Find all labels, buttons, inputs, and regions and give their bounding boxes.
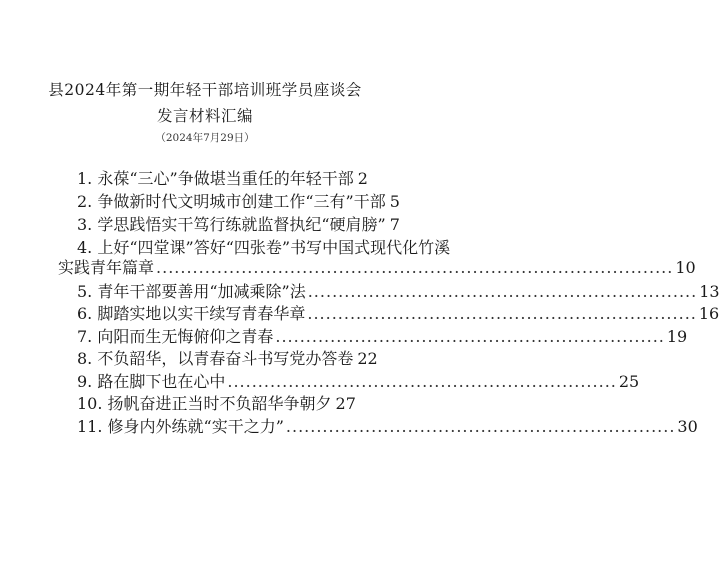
toc-entry[interactable]: [77, 189, 400, 212]
toc-entry-title: 1. 永葆“三心”争做堪当重任的年轻干部: [77, 169, 354, 188]
toc-page-number: 13: [699, 282, 720, 301]
toc-entry[interactable]: [77, 391, 356, 414]
toc-entry-title: 3. 学思践悟实干笃行练就监督执纪“硬肩膀”: [77, 215, 386, 234]
toc-entry[interactable]: [77, 324, 688, 347]
toc-entry-title: 8. 不负韶华，以青春奋斗书写党办答卷: [77, 349, 354, 368]
document-title-line-1: 县2024年第一期年轻干部培训班学员座谈会: [48, 81, 362, 99]
toc-entry[interactable]: [77, 414, 698, 437]
toc-page-number: 10: [675, 258, 696, 277]
document-date: （2024年7月29日）: [155, 132, 255, 144]
toc-page-number: 22: [357, 349, 378, 368]
toc-entry-title: 11. 修身内外练就“实干之力”: [77, 417, 284, 436]
toc-page-number: 16: [698, 304, 720, 323]
toc-entry[interactable]: [77, 212, 400, 235]
toc-entry[interactable]: [77, 301, 720, 324]
toc-entry[interactable]: [77, 166, 368, 189]
toc-leader-dots: ................................................................: [285, 417, 676, 436]
toc-entry-title: 5. 青年干部要善用“加减乘除”法: [77, 282, 306, 301]
toc-entry-title: 9. 路在脚下也在心中: [77, 372, 226, 391]
toc-page-number: 2: [357, 169, 368, 188]
toc-entry[interactable]: [77, 346, 378, 369]
toc-leader-dots: ................................................................: [275, 327, 665, 346]
toc-entry-title: 7. 向阳而生无悔俯仰之青春: [77, 327, 274, 346]
toc-entry[interactable]: [77, 369, 640, 392]
toc-leader-dots: .....................................................................................: [156, 258, 674, 277]
toc-entry-title: 10. 扬帆奋进正当时不负韶华争朝夕: [77, 394, 332, 413]
document-title-line-2: 发言材料汇编: [156, 107, 253, 125]
toc-entry-line-2[interactable]: [58, 255, 696, 278]
toc-entry-title: 4. 上好“四堂课”答好“四张卷”书写中国式现代化竹溪: [77, 238, 451, 257]
toc-leader-dots: ................................................................: [307, 304, 697, 323]
toc-page-number: 25: [618, 372, 640, 391]
toc-page-number: 30: [677, 417, 698, 436]
toc-leader-dots: ................................................................: [307, 282, 698, 301]
toc-leader-dots: ................................................................: [227, 372, 617, 391]
toc-entry-title: 6. 脚踏实地以实干续写青春华章: [77, 304, 306, 323]
toc-entry[interactable]: [77, 279, 720, 302]
toc-page-number: 7: [389, 215, 400, 234]
toc-entry-title-continued: 实践青年篇章: [58, 258, 155, 277]
toc-page-number: 19: [666, 327, 688, 346]
toc-page-number: 27: [335, 394, 356, 413]
toc-page-number: 5: [389, 192, 400, 211]
toc-entry-title: 2. 争做新时代文明城市创建工作“三有”干部: [77, 192, 386, 211]
